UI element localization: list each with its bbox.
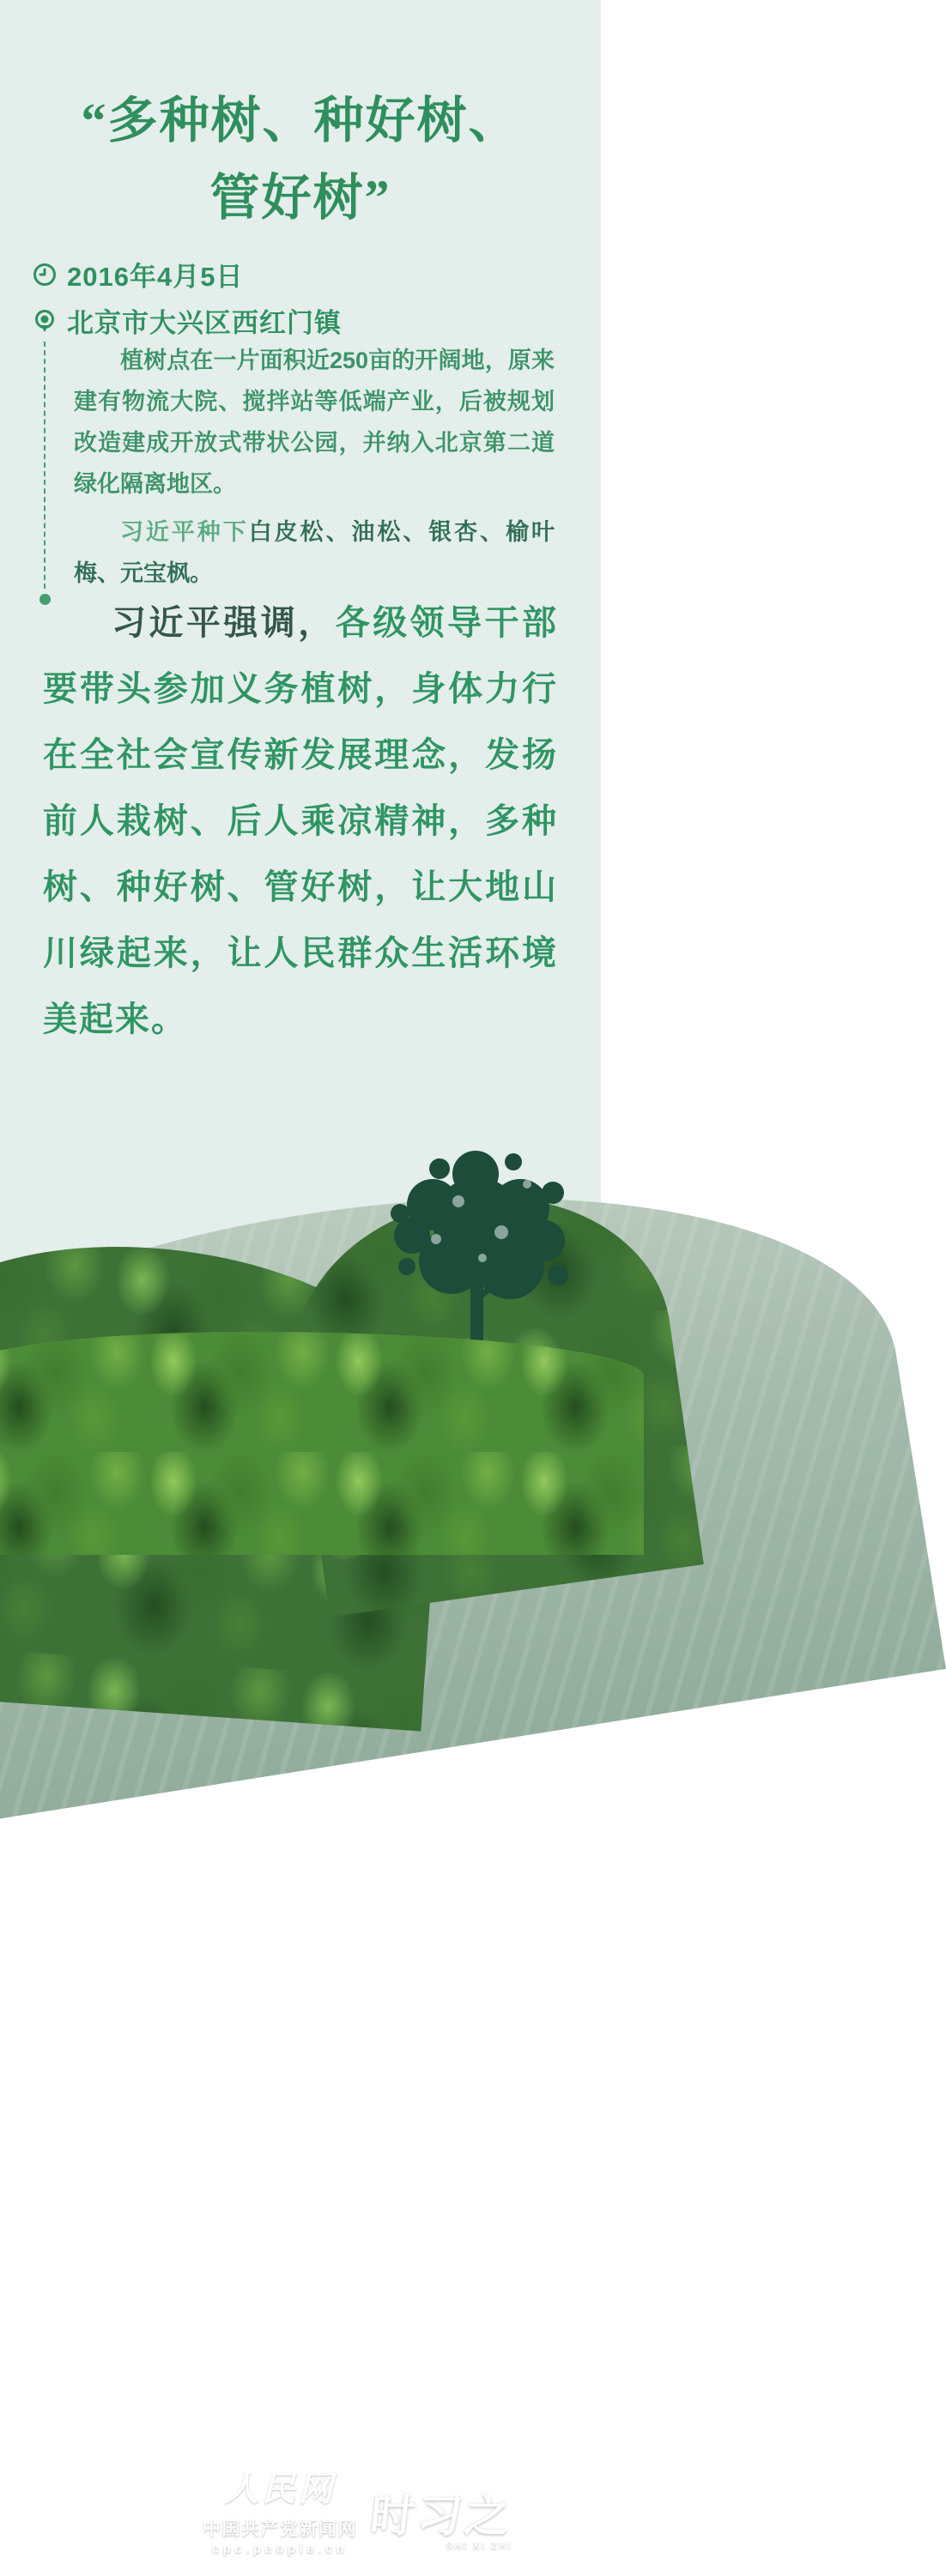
shixizhi-logo [367,2480,515,2551]
main-quote-lead: 习近平强调， [112,604,336,642]
shixizhi-logo-text: 时习之 [367,2492,515,2542]
intro-paragraph-2 [74,511,555,594]
page-title-line2: 管好树” [209,170,391,226]
people-daily-logo [196,2470,364,2556]
event-meta [33,255,342,348]
forest-landscape-illustration [0,1090,601,2556]
intro-paragraph-2-lead: 习近平种下 [120,519,249,545]
page-title [0,82,601,237]
cpc-news-site-url: cpc.people.cn [211,2542,349,2556]
main-quote-body: 各级领导干部要带头参加义务植树，身体力行在全社会宣传新发展理念，发扬前人栽树、后人乘凉精神，多种树、种好树、管好树，让大地山川绿起来，让人民群众生活环境美起来。 [43,604,559,1038]
page-title-line1: “多种树、种好树、 [81,93,520,148]
event-date: 2016年4月5日 [67,262,244,292]
timeline-dashed-line [44,342,45,589]
cpc-news-site-name: 中国共产党新闻网 [203,2519,357,2539]
main-quote [43,590,558,1053]
map-pin-icon [33,309,57,333]
event-location-row [33,301,342,340]
shixizhi-logo-pinyin: SHI XI ZHI [446,2541,513,2551]
intro-text [74,340,555,601]
logo-divider-line [197,2510,362,2512]
intro-paragraph-2-species: 白皮松、油松、银杏、榆叶梅、元宝枫。 [74,519,555,586]
event-location: 北京市大兴区西红门镇 [67,308,342,338]
event-date-row [33,255,342,293]
forest-foreground [0,1332,644,1555]
people-daily-logo-script: 人民网 [224,2470,336,2508]
intro-paragraph-1: 植树点在一片面积近250亩的开阔地，原来建有物流大院、搅拌站等低端产业，后被规划改造建成开放式带状公园，并纳入北京第二道绿化隔离地区。 [74,348,555,497]
clock-icon [33,263,57,287]
